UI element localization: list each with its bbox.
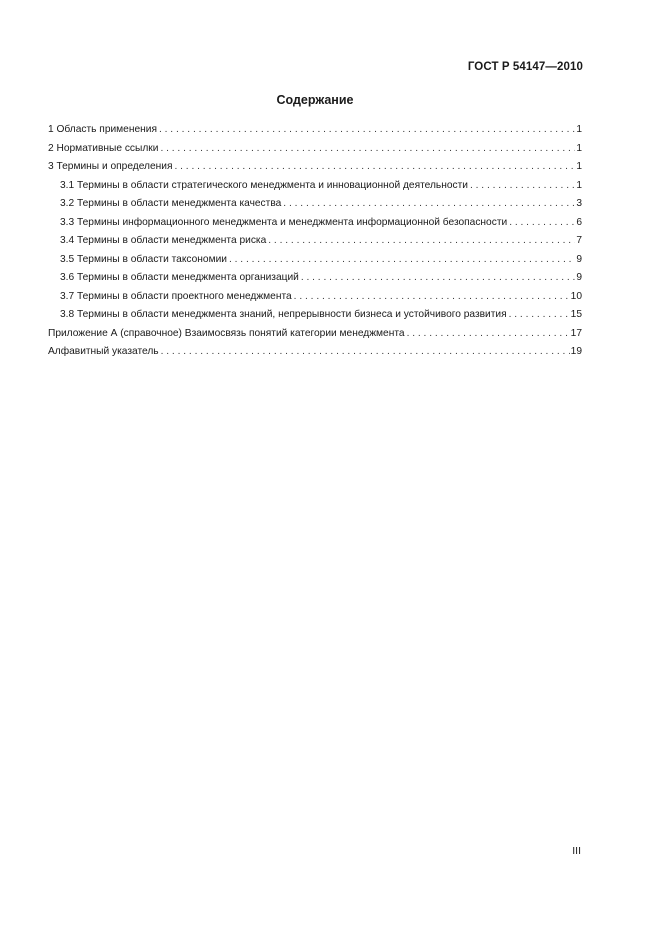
toc-entry-label: 3.8 Термины в области менеджмента знаний, непрерывности бизнеса и устойчивого развития xyxy=(60,309,507,320)
page-number: III xyxy=(572,845,581,857)
toc-entry-label: 3.1 Термины в области стратегического менеджмента и инновационной деятельности xyxy=(60,179,468,191)
toc-leader-dots xyxy=(160,143,575,154)
toc-entry-label: 3.4 Термины в области менеджмента риска xyxy=(60,235,267,246)
toc-entry-appendix-a[interactable] xyxy=(48,328,582,347)
toc-entry-terms[interactable] xyxy=(48,161,582,180)
toc-entry-page: 1 xyxy=(576,179,582,191)
toc-entry-page: 10 xyxy=(570,290,582,302)
toc-leader-dots xyxy=(159,124,575,135)
toc-entry-page: 1 xyxy=(576,161,582,172)
toc-entry-scope[interactable] xyxy=(48,124,582,143)
toc-entry-label: 3.6 Термины в области менеджмента организаций xyxy=(60,272,299,283)
toc-leader-dots xyxy=(268,235,575,246)
toc-leader-dots xyxy=(294,291,570,302)
toc-entry-alphabetical-index[interactable] xyxy=(48,346,582,365)
toc-entry-label: 3.2 Термины в области менеджмента качества xyxy=(60,198,282,209)
toc-entry-label: Алфавитный указатель xyxy=(48,346,159,357)
toc-entry-label: 3.3 Термины информационного менеджмента и менеджмента информационной безопасности xyxy=(60,216,508,228)
toc-entry-label: Приложение А (справочное) Взаимосвязь понятий категории менеджмента xyxy=(48,327,405,339)
toc-leader-dots xyxy=(174,161,575,172)
toc-entry-page: 1 xyxy=(576,124,582,135)
toc-leader-dots xyxy=(161,346,570,357)
toc-leader-dots xyxy=(301,272,576,283)
toc-entry-label: 1 Область применения xyxy=(48,124,157,135)
standard-code: ГОСТ Р 54147—2010 xyxy=(467,61,583,73)
table-of-contents xyxy=(48,124,582,365)
toc-entry-3-3[interactable] xyxy=(48,217,582,236)
toc-entry-3-4[interactable] xyxy=(48,235,582,254)
toc-entry-label: 2 Нормативные ссылки xyxy=(48,142,159,154)
toc-entry-page: 9 xyxy=(576,253,582,265)
toc-leader-dots xyxy=(229,254,575,265)
toc-entry-page: 7 xyxy=(576,235,582,246)
toc-entry-page: 3 xyxy=(576,198,582,209)
toc-leader-dots xyxy=(470,180,575,191)
toc-entry-3-1[interactable] xyxy=(48,180,582,199)
toc-entry-page: 15 xyxy=(570,309,582,320)
toc-entry-label: 3 Термины и определения xyxy=(48,161,173,172)
toc-entry-label: 3.7 Термины в области проектного менеджмента xyxy=(60,290,292,302)
toc-leader-dots xyxy=(407,328,570,339)
toc-leader-dots xyxy=(509,309,570,320)
toc-entry-3-6[interactable] xyxy=(48,272,582,291)
toc-entry-normative-refs[interactable] xyxy=(48,143,582,162)
toc-leader-dots xyxy=(509,217,575,228)
toc-title: Содержание xyxy=(276,93,354,107)
toc-entry-3-5[interactable] xyxy=(48,254,582,273)
toc-leader-dots xyxy=(283,198,575,209)
toc-entry-3-8[interactable] xyxy=(48,309,582,328)
toc-entry-page: 19 xyxy=(570,346,582,357)
toc-entry-3-7[interactable] xyxy=(48,291,582,310)
toc-entry-page: 9 xyxy=(576,272,582,283)
toc-entry-page: 1 xyxy=(576,142,582,154)
toc-entry-label: 3.5 Термины в области таксономии xyxy=(60,253,227,265)
toc-entry-page: 17 xyxy=(570,327,582,339)
toc-entry-3-2[interactable] xyxy=(48,198,582,217)
toc-entry-page: 6 xyxy=(576,216,582,228)
